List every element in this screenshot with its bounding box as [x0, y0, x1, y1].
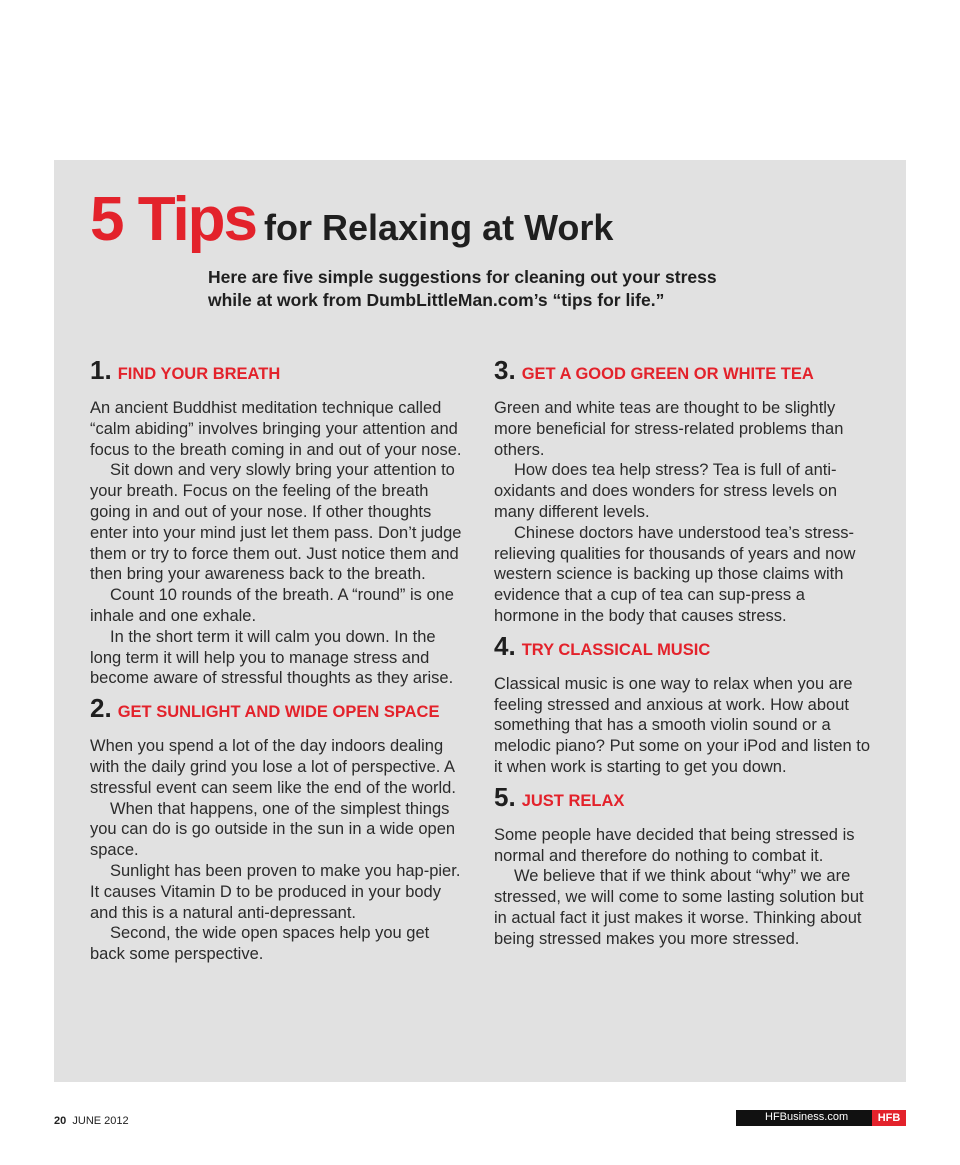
page-footer [54, 1115, 129, 1127]
tip-paragraph: When that happens, one of the simplest things you can do is go outside in the sun in a wide open space. [90, 799, 456, 860]
tip-1 [90, 355, 468, 689]
tip-paragraph: Second, the wide open spaces help you get back some perspective. [90, 924, 430, 964]
tip-paragraph: We believe that if we think about “why” we are stressed, we will come to some lasting solution but in actual fact it just makes it worse. Thinking about being stressed makes you more stressed. [494, 867, 864, 948]
tip-4 [494, 631, 872, 778]
subtitle-line: while at work from DumbLittleMan.com’s “tips for life.” [208, 290, 665, 310]
tip-paragraph: In the short term it will calm you down. In the long term it will help you to manage stress and become aware of stressful thoughts as they arise. [90, 627, 454, 688]
tip-number: 3. [494, 355, 516, 385]
tip-paragraph: Count 10 rounds of the breath. A “round” is one inhale and one exhale. [90, 586, 454, 625]
tip-paragraph: Sunlight has been proven to make you hap-pier. It causes Vitamin D to be produced in your body and this is a natural anti-depressant. [90, 861, 461, 922]
article-subtitle [208, 266, 808, 312]
left-column [90, 355, 468, 969]
tip-paragraph: How does tea help stress? Tea is full of anti-oxidants and does wonders for stress levels on many different levels. [494, 461, 838, 521]
tip-heading [494, 355, 872, 386]
tip-number: 1. [90, 355, 112, 385]
tip-paragraph: When you spend a lot of the day indoors dealing with the daily grind you lose a lot of perspective. A stressful event can seem like the end of the world. [90, 737, 456, 797]
tip-title: FIND YOUR BREATH [117, 365, 281, 383]
tip-paragraph: Chinese doctors have understood tea’s stress-relieving qualities for thousands of years and now western science is backing up those claims with evidence that a cup of tea can sup-press a hormone in the body that causes stress. [494, 523, 856, 625]
tip-heading [494, 631, 872, 662]
tip-3 [494, 355, 872, 627]
subtitle-line: Here are five simple suggestions for cleaning out your stress [208, 267, 717, 287]
tip-paragraph: Classical music is one way to relax when you are feeling stressed and anxious at work. How about something that has a smooth violin sound or a melodic piano? Put some on your iPod and listen to it when work is starting to get you down. [494, 674, 871, 776]
tip-number: 5. [494, 781, 516, 812]
tip-5 [494, 782, 872, 950]
tip-paragraph: Sit down and very slowly bring your attention to your breath. Focus on the feeling of the breath going in and out of your nose. If other thoughts enter into your mind just let them pass. Don’t judge them or try to force them out. Just notice them and then bring your awareness back to the breath. [90, 461, 462, 584]
brand-logo: HFB [872, 1110, 906, 1126]
tip-paragraph: An ancient Buddhist meditation technique called “calm abiding” involves bringing your attention and focus to the breath coming in and out of your nose. [90, 399, 462, 459]
tip-paragraph: Some people have decided that being stressed is normal and therefore do nothing to combat it. [494, 825, 855, 865]
tip-title: GET A GOOD GREEN OR WHITE TEA [521, 365, 814, 383]
tip-number: 4. [494, 630, 516, 661]
page-number: 20 [54, 1115, 67, 1127]
tip-heading [494, 782, 872, 813]
tip-heading [90, 693, 468, 724]
title-highlight: 5 Tips [90, 185, 257, 254]
tip-title: JUST RELAX [521, 791, 625, 810]
tip-paragraph: Green and white teas are thought to be slightly more beneficial for stress-related problems than others. [494, 399, 844, 459]
tip-title: GET SUNLIGHT AND WIDE OPEN SPACE [117, 703, 440, 722]
article-title [90, 184, 613, 255]
title-rest: for Relaxing at Work [264, 207, 614, 248]
footer-site-link[interactable]: HFBusiness.com [765, 1111, 849, 1123]
tip-title: TRY CLASSICAL MUSIC [521, 640, 711, 659]
tip-number: 2. [90, 693, 112, 724]
right-column [494, 355, 872, 954]
issue-date: JUNE 2012 [72, 1115, 129, 1127]
tip-heading [90, 355, 468, 386]
tip-2 [90, 693, 468, 965]
